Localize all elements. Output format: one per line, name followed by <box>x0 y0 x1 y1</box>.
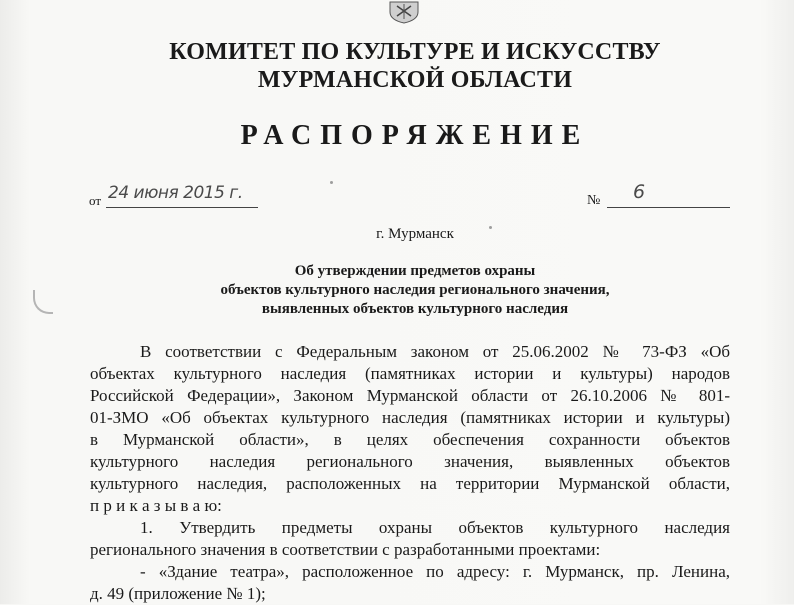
committee-name-line1: КОМИТЕТ ПО КУЛЬТУРЕ И ИСКУССТВУ <box>169 39 661 65</box>
number-underline <box>607 207 730 208</box>
body-line: объектах культурного наследия (памятниках истории и культуры) народов <box>90 364 730 383</box>
document-type-title: РАСПОРЯЖЕНИЕ <box>240 120 590 151</box>
body-line: 01-ЗМО «Об объектах культурного наследия (памятниках истории и культуры) <box>90 408 730 427</box>
body-line: культурного наследия, расположенных на территории Мурманской области, <box>90 474 730 493</box>
date-underline <box>106 207 258 208</box>
body-line: регионального значения в соответствии с разработанными проектами: <box>90 540 601 559</box>
body-line: В соответствии с Федеральным законом от 25.06.2002 № 73-ФЗ «Об <box>140 342 730 361</box>
body-line: в Мурманской области», в целях обеспечения сохранности объектов <box>90 430 730 449</box>
subject-line3: выявленных объектов культурного наследия <box>261 301 569 317</box>
date-handwritten: 24 июня 2015 г. <box>108 183 243 203</box>
body-line: Российской Федерации», Законом Мурманской области от 26.10.2006 № 801- <box>90 386 730 405</box>
body-line-decree: п р и к а з ы в а ю: <box>90 496 222 515</box>
scan-speck <box>489 226 492 229</box>
body-line: - «Здание театра», расположенное по адресу: г. Мурманск, пр. Ленина, <box>140 562 730 581</box>
city: г. Мурманск <box>376 226 454 242</box>
subject-line1: Об утверждении предметов охраны <box>294 263 536 279</box>
committee-name-line2: МУРМАНСКОЙ ОБЛАСТИ <box>257 67 573 93</box>
number-handwritten: 6 <box>633 181 646 203</box>
scan-speck <box>330 181 333 184</box>
body-line: культурного наследия регионального значения, выявленных объектов <box>90 452 730 471</box>
subject-line2: объектов культурного наследия регионального значения, <box>220 282 610 298</box>
coat-of-arms-icon <box>387 0 421 24</box>
number-prefix: № <box>587 193 601 208</box>
date-prefix: от <box>89 193 102 208</box>
body-text <box>90 341 730 605</box>
body-line: 1. Утвердить предметы охраны объектов культурного наследия <box>140 518 730 537</box>
body-line: д. 49 (приложение № 1); <box>90 584 266 603</box>
